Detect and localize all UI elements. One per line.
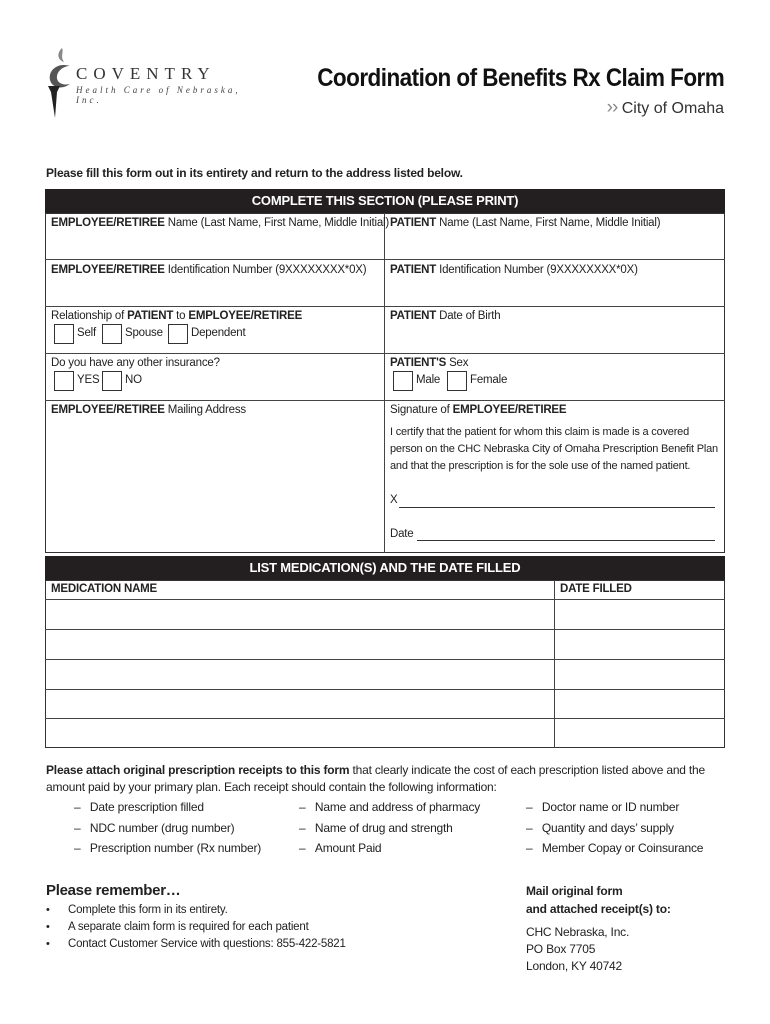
chevron-right-icon: ›› <box>606 97 618 118</box>
divider <box>45 400 725 401</box>
page-title: Coordination of Benefits Rx Claim Form <box>316 64 724 92</box>
patient-sex-label: PATIENT'S Sex <box>390 357 469 369</box>
receipt-item: – Name of drug and strength <box>299 821 453 835</box>
dependent-checkbox[interactable] <box>168 324 188 344</box>
mail-address-line-2: PO Box 7705 <box>526 942 596 956</box>
medication-name-cell[interactable] <box>46 600 553 628</box>
patient-id-label: PATIENT Identification Number (9XXXXXXXX*0X) <box>390 264 638 276</box>
receipt-item: – Prescription number (Rx number) <box>74 841 262 855</box>
spouse-checkbox[interactable] <box>102 324 122 344</box>
medication-name-cell[interactable] <box>46 719 553 747</box>
employee-id-label: EMPLOYEE/RETIREE Identification Number (9XXXXXXXX*0X) <box>51 264 367 276</box>
female-label: Female <box>470 374 508 386</box>
mailing-address-label: EMPLOYEE/RETIREE Mailing Address <box>51 404 246 416</box>
date-line[interactable] <box>417 540 715 541</box>
female-checkbox[interactable] <box>447 371 467 391</box>
remember-item: • Complete this form in its entirety. <box>46 904 228 916</box>
patient-name-field[interactable] <box>389 232 721 256</box>
company-logo <box>40 44 270 120</box>
employee-name-field[interactable] <box>50 232 380 256</box>
date-label: Date <box>390 528 414 540</box>
receipt-item: – Quantity and days’ supply <box>526 821 674 835</box>
mail-address-line-1: CHC Nebraska, Inc. <box>526 925 630 939</box>
date-filled-cell[interactable] <box>555 630 724 658</box>
employee-id-field[interactable] <box>50 279 380 303</box>
medication-name-cell[interactable] <box>46 660 553 688</box>
divider <box>384 213 385 401</box>
attach-instructions-line-1: Please attach original prescription receipts to this form that clearly indicate the cost of each prescription listed above and the <box>46 763 705 777</box>
intro-text: Please fill this form out in its entirety and return to the address listed below. <box>46 166 463 180</box>
receipt-item: – Amount Paid <box>299 841 382 855</box>
mail-heading-line-2: and attached receipt(s) to: <box>526 902 671 916</box>
logo-flame-icon <box>40 44 80 120</box>
signature-x-label: X <box>390 494 398 506</box>
receipt-item: – Name and address of pharmacy <box>299 800 481 814</box>
insurance-no-checkbox[interactable] <box>102 371 122 391</box>
receipt-item: – Doctor name or ID number <box>526 800 680 814</box>
mail-address-line-3: London, KY 40742 <box>526 959 623 973</box>
relationship-label: Relationship of PATIENT to EMPLOYEE/RETIREE <box>51 310 303 322</box>
date-filled-header: DATE FILLED <box>560 583 632 595</box>
medication-name-cell[interactable] <box>46 630 553 658</box>
section-header-medications: LIST MEDICATION(S) AND THE DATE FILLED <box>45 556 725 580</box>
certify-line-3: and that the prescription is for the sole use of the named patient. <box>390 460 691 472</box>
logo-subtitle: Health Care of Nebraska, Inc. <box>76 85 241 105</box>
divider <box>45 259 725 260</box>
insurance-yes-label: YES <box>77 374 100 386</box>
patient-id-field[interactable] <box>389 279 721 303</box>
patient-name-label: PATIENT Name (Last Name, First Name, Middle Initial) <box>390 217 661 229</box>
male-label: Male <box>416 374 441 386</box>
patient-dob-label: PATIENT Date of Birth <box>390 310 501 322</box>
date-filled-cell[interactable] <box>555 719 724 747</box>
divider <box>45 353 725 354</box>
male-checkbox[interactable] <box>393 371 413 391</box>
medication-name-cell[interactable] <box>46 690 553 717</box>
self-label: Self <box>77 327 97 339</box>
signature-line[interactable] <box>399 507 715 508</box>
certify-line-1: I certify that the patient for whom this claim is made is a covered <box>390 426 690 438</box>
patient-dob-field[interactable] <box>389 325 721 350</box>
dependent-label: Dependent <box>191 327 246 339</box>
mailing-address-field[interactable] <box>50 420 380 548</box>
receipt-item: – Member Copay or Coinsurance <box>526 841 704 855</box>
divider <box>45 306 725 307</box>
section-header-complete: COMPLETE THIS SECTION (PLEASE PRINT) <box>45 189 725 213</box>
page-subtitle <box>607 97 724 119</box>
self-checkbox[interactable] <box>54 324 74 344</box>
spouse-label: Spouse <box>125 327 163 339</box>
receipt-item: – Date prescription filled <box>74 800 204 814</box>
receipt-item: – NDC number (drug number) <box>74 821 235 835</box>
divider <box>384 401 385 553</box>
logo-wordmark: COVENTRY <box>76 64 216 83</box>
date-filled-cell[interactable] <box>555 660 724 688</box>
medication-name-header: MEDICATION NAME <box>51 583 158 595</box>
attach-instructions-line-2: amount paid by your primary plan. Each receipt should contain the following information: <box>46 780 497 794</box>
date-filled-cell[interactable] <box>555 600 724 628</box>
certify-line-2: person on the CHC Nebraska City of Omaha Prescription Benefit Plan <box>390 443 718 455</box>
date-filled-cell[interactable] <box>555 690 724 717</box>
signature-label: Signature of EMPLOYEE/RETIREE <box>390 404 567 416</box>
subtitle-text: City of Omaha <box>621 100 724 117</box>
remember-item: • Contact Customer Service with questions: 855-422-5821 <box>46 938 346 950</box>
insurance-yes-checkbox[interactable] <box>54 371 74 391</box>
employee-name-label: EMPLOYEE/RETIREE Name (Last Name, First Name, Middle Initial) <box>51 217 390 229</box>
other-insurance-label: Do you have any other insurance? <box>51 357 220 369</box>
remember-item: • A separate claim form is required for each patient <box>46 921 309 933</box>
please-remember-heading: Please remember… <box>46 882 181 899</box>
insurance-no-label: NO <box>125 374 142 386</box>
mail-heading-line-1: Mail original form <box>526 884 623 898</box>
